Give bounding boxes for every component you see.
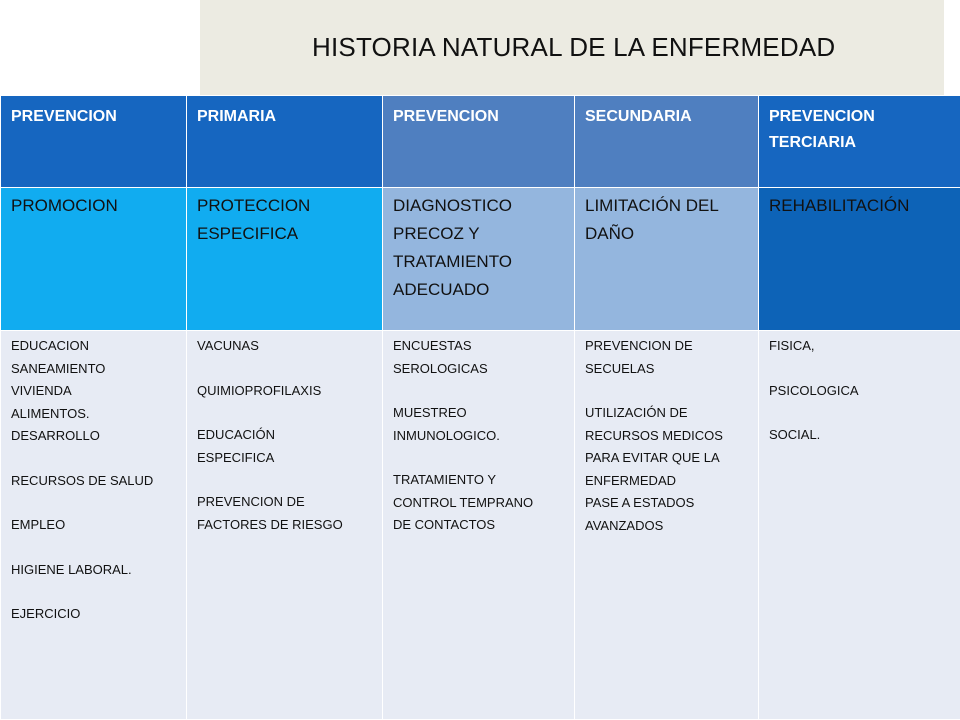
stage-promocion: PROMOCION [1,188,187,331]
action-text: EMPLEO [11,517,66,532]
action-text: VACUNAS [197,338,259,353]
stage-diagnostico-precoz: DIAGNOSTICO PRECOZ Y TRATAMIENTO ADECUADO [383,188,575,331]
action-text: UTILIZACIÓN DE RECURSOS MEDICOS PARA EVITAR QUE LA ENFERMEDAD PASE A ESTADOS AVANZADOS [585,405,723,533]
actions-row [1,331,960,720]
action-text: SOCIAL. [769,427,821,442]
actions-rehabilitacion [759,331,960,720]
header-prevencion-1: PREVENCION [1,96,187,188]
action-text: TRATAMIENTO Y CONTROL TEMPRANO DE CONTACTOS [393,472,534,532]
action-text: EDUCACIÓN ESPECIFICA [197,427,276,465]
stage-proteccion-especifica: PROTECCION ESPECIFICA [187,188,383,331]
action-text: QUIMIOPROFILAXIS [197,382,322,398]
actions-promocion [1,331,187,720]
stage-rehabilitacion: REHABILITACIÓN [759,188,960,331]
action-text: RECURSOS DE SALUD [11,472,154,488]
action-text: HIGIENE LABORAL. [11,561,132,577]
stage-limitacion-del-dano: LIMITACIÓN DEL DAÑO [575,188,759,331]
actions-diagnostico-precoz [383,331,575,720]
slide-title: HISTORIA NATURAL DE LA ENFERMEDAD [312,32,836,62]
action-text: EDUCACION SANEAMIENTO VIVIENDA ALIMENTOS. DESARROLLO [11,338,106,443]
header-secundaria: SECUNDARIA [575,96,759,188]
title-bar [200,0,944,95]
stage-row [1,188,960,331]
actions-limitacion-del-dano [575,331,759,720]
action-text: PREVENCION DE FACTORES DE RIESGO [197,494,343,532]
action-text: FISICA, [769,338,815,353]
action-text: PREVENCION DE SECUELAS [585,338,693,376]
action-text: EJERCICIO [11,606,81,621]
header-primaria: PRIMARIA [187,96,383,188]
actions-proteccion-especifica [187,331,383,720]
action-text: ENCUESTAS SEROLOGICAS [393,338,488,376]
header-prevencion-terciaria: PREVENCION TERCIARIA [759,96,960,188]
header-prevencion-2: PREVENCION [383,96,575,188]
prevention-levels-table [0,95,960,720]
header-row [1,96,960,188]
action-text: PSICOLOGICA [769,382,859,398]
action-text: MUESTREO INMUNOLOGICO. [393,405,500,443]
